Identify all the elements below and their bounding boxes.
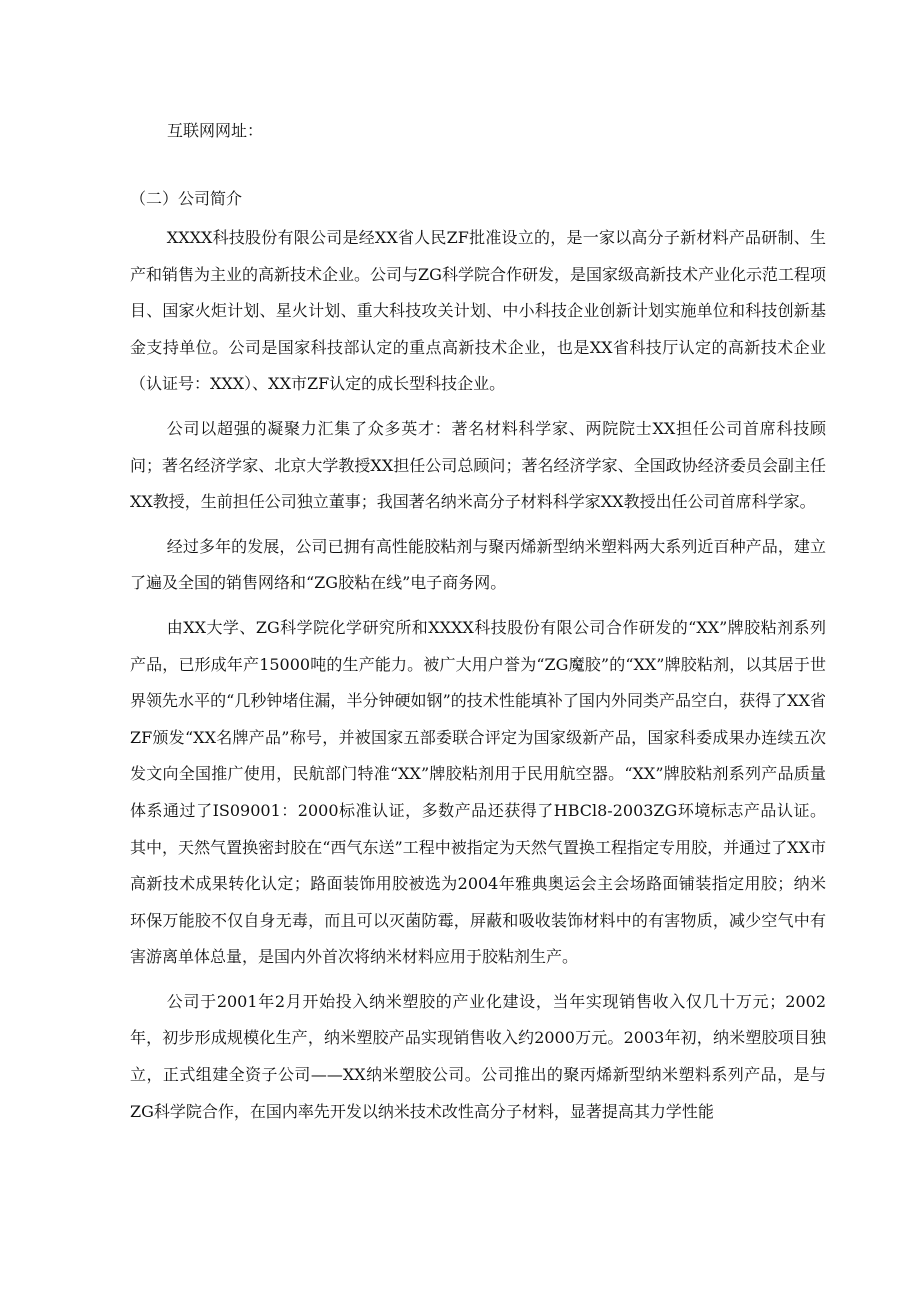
document-body	[130, 220, 826, 1138]
paragraph-nano-plastics: 公司于2001年2月开始投入纳米塑胶的产业化建设，当年实现销售收入仅几十万元；2002年，初步形成规模化生产，纳米塑胶产品实现销售收入约2000万元。2003年初，纳米塑胶项目独立，正式组建全资子公司——XX纳米塑胶公司。公司推出的聚丙烯新型纳米塑料系列产品，是与ZG科学院合作，在国内率先开发以纳米技术改性高分子材料，显著提高其力学性能	[130, 991, 826, 1121]
website-label: 互联网网址：	[167, 121, 264, 140]
paragraph-intro: XXXX科技股份有限公司是经XX省人民ZF批准设立的，是一家以高分子新材料产品研制、生产和销售为主业的高新技术企业。公司与ZG科学院合作研发，是国家级高新技术产业化示范工程项目、国家火炬计划、星火计划、重大科技攻关计划、中小科技企业创新计划实施单位和科技创新基金支持单位。公司是国家科技部认定的重点高新技术企业，也是XX省科技厅认定的高新技术企业（认证号：XXX）、XX市ZF认定的成长型科技企业。	[130, 228, 826, 394]
paragraph-adhesive-products: 由XX大学、ZG科学院化学研究所和XXXX科技股份有限公司合作研发的“XX”牌胶粘剂系列产品，已形成年产15000吨的生产能力。被广大用户誉为“ZG魔胶”的“XX”牌胶粘剂，以其居于世界领先水平的“几秒钟堵住漏，半分钟硬如钢”的技术性能填补了国内外同类产品空白，获得了XX省ZF颁发“XX名牌产品”称号，并被国家五部委联合评定为国家级新产品，国家科委成果办连续五次发文向全国推广使用，民航部门特准“XX”牌胶粘剂用于民用航空器。“XX”牌胶粘剂系列产品质量体系通过了IS09001：2000标准认证，多数产品还获得了HBCl8-2003ZG环境标志产品认证。其中，天然气置换密封胶在“西气东送”工程中被指定为天然气置换工程指定专用胶，并通过了XX市高新技术成果转化认定；路面装饰用胶被选为2004年雅典奥运会主会场路面铺装指定用胶；纳米环保万能胶不仅自身无毒，而且可以灭菌防霉，屏蔽和吸收装饰材料中的有害物质，减少空气中有害游离单体总量，是国内外首次将纳米材料应用于胶粘剂生产。	[130, 617, 826, 967]
paragraph-talent: 公司以超强的凝聚力汇集了众多英才：著名材料科学家、两院院士XX担任公司首席科技顾问；著名经济学家、北京大学教授XX担任公司总顾问；著名经济学家、全国政协经济委员会副主任XX教授，生前担任公司独立董事；我国著名纳米高分子材料科学家XX教授出任公司首席科学家。	[130, 418, 826, 512]
section-heading: （二）公司简介	[130, 189, 243, 208]
paragraph-development: 经过多年的发展，公司已拥有高性能胶粘剂与聚丙烯新型纳米塑料两大系列近百种产品，建立了遍及全国的销售网络和“ZG胶粘在线”电子商务网。	[130, 536, 826, 593]
